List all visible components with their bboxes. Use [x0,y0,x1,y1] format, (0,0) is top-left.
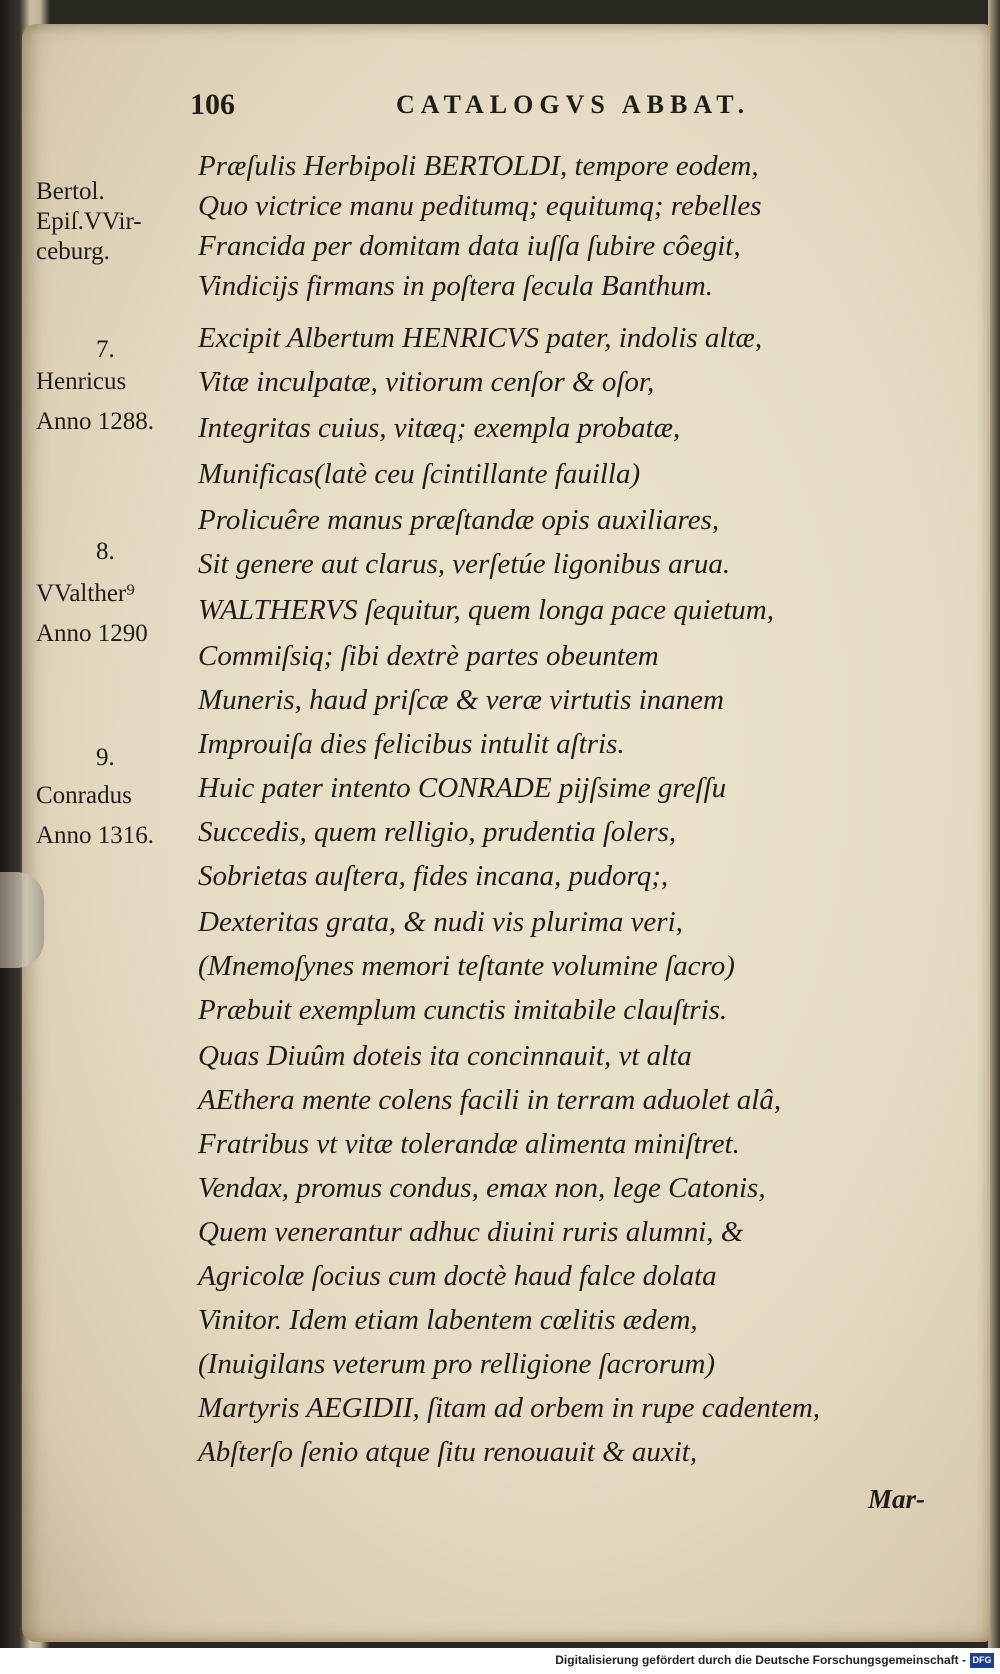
verse-line: Prolicuêre manus præſtandæ opis auxiliares, [198,504,720,536]
digitization-footer [0,1648,1000,1674]
verse-line: Francida per domitam data iuſſa ſubire côegit, [198,230,741,262]
verse-line: WALTHERVS ſequitur, quem longa pace quietum, [198,594,774,626]
margin-note: Epiſ.VVir- [36,208,142,235]
verse-line: Muneris, haud priſcæ & veræ virtutis inanem [198,684,724,716]
margin-note: VValther⁹ [36,580,135,607]
verse-line: Martyris AEGIDII, ſitam ad orbem in rupe cadentem, [198,1392,821,1424]
verse-line: Quem venerantur adhuc diuini ruris alumni, & [198,1216,744,1248]
verse-line: Excipit Albertum HENRICVS pater, indolis altæ, [198,322,763,354]
verse-line: Sobrietas auſtera, fides incana, pudorq;, [198,860,669,892]
verse-line: Quas Diuûm doteis ita concinnauit, vt alta [198,1040,692,1072]
verse-line: AEthera mente colens facili in terram aduolet alâ, [198,1084,782,1116]
verse-line: Vindicijs firmans in poſtera ſecula Banthum. [198,270,713,302]
footer-credit: Digitalisierung gefördert durch die Deutsche Forschungsgemeinschaft - [555,1653,966,1667]
running-title: CATALOGVS ABBAT. [396,90,751,119]
margin-note: Anno 1288. [36,408,155,435]
page-number: 106 [190,88,235,121]
verse-line: Abſterſo ſenio atque ſitu renouauit & auxit, [198,1436,698,1468]
margin-note: 9. [96,744,115,771]
margin-note: 8. [96,538,115,565]
verse-line: Improuiſa dies felicibus intulit aſtris. [198,728,625,760]
margin-note: Anno 1290 [36,620,148,647]
verse-line: Succedis, quem relligio, prudentia ſolers, [198,816,677,848]
verse-line: Commiſsiq; ſibi dextrè partes obeuntem [198,640,659,672]
book-clasp [0,872,44,968]
verse-line: Vinitor. Idem etiam labentem cœlitis ædem, [198,1304,698,1336]
verse-line: Præbuit exemplum cunctis imitabile clauſtris. [198,994,728,1026]
verse-line: Agricolæ ſocius cum doctè haud falce dolata [198,1260,717,1292]
verse-line: Huic pater intento CONRADE pijſsime greſſu [198,772,727,804]
verse-line: (Inuigilans veterum pro relligione ſacrorum) [198,1348,716,1380]
verse-line: Vendax, promus condus, emax non, lege Catonis, [198,1172,766,1204]
verse-line: (Mnemoſynes memori teſtante volumine ſacro) [198,950,735,982]
margin-note: 7. [96,336,115,363]
margin-note: Bertol. [36,178,105,205]
verse-line: Præſulis Herbipoli BERTOLDI, tempore eodem, [198,150,759,182]
dfg-logo-icon: DFG [970,1653,994,1668]
running-head [190,88,890,128]
margin-note: Henricus [36,368,127,395]
verse-line: Integritas cuius, vitæq; exempla probatæ, [198,412,681,444]
verse-line: Vitæ inculpatæ, vitiorum cenſor & oſor, [198,366,655,398]
margin-note: Conradus [36,782,132,809]
verse-line: Quo victrice manu peditumq; equitumq; rebelles [198,190,762,222]
catchword: Mar- [868,1484,926,1514]
margin-note: ceburg. [36,238,110,265]
verse-line: Sit genere aut clarus, verſetúe ligonibus arua. [198,548,731,580]
verse-line: Munificas(latè ceu ſcintillante fauilla) [198,458,641,490]
verse-line: Dexteritas grata, & nudi vis plurima veri, [198,906,683,938]
margin-note: Anno 1316. [36,822,155,849]
verse-line: Fratribus vt vitæ tolerandæ alimenta miniſtret. [198,1128,740,1160]
